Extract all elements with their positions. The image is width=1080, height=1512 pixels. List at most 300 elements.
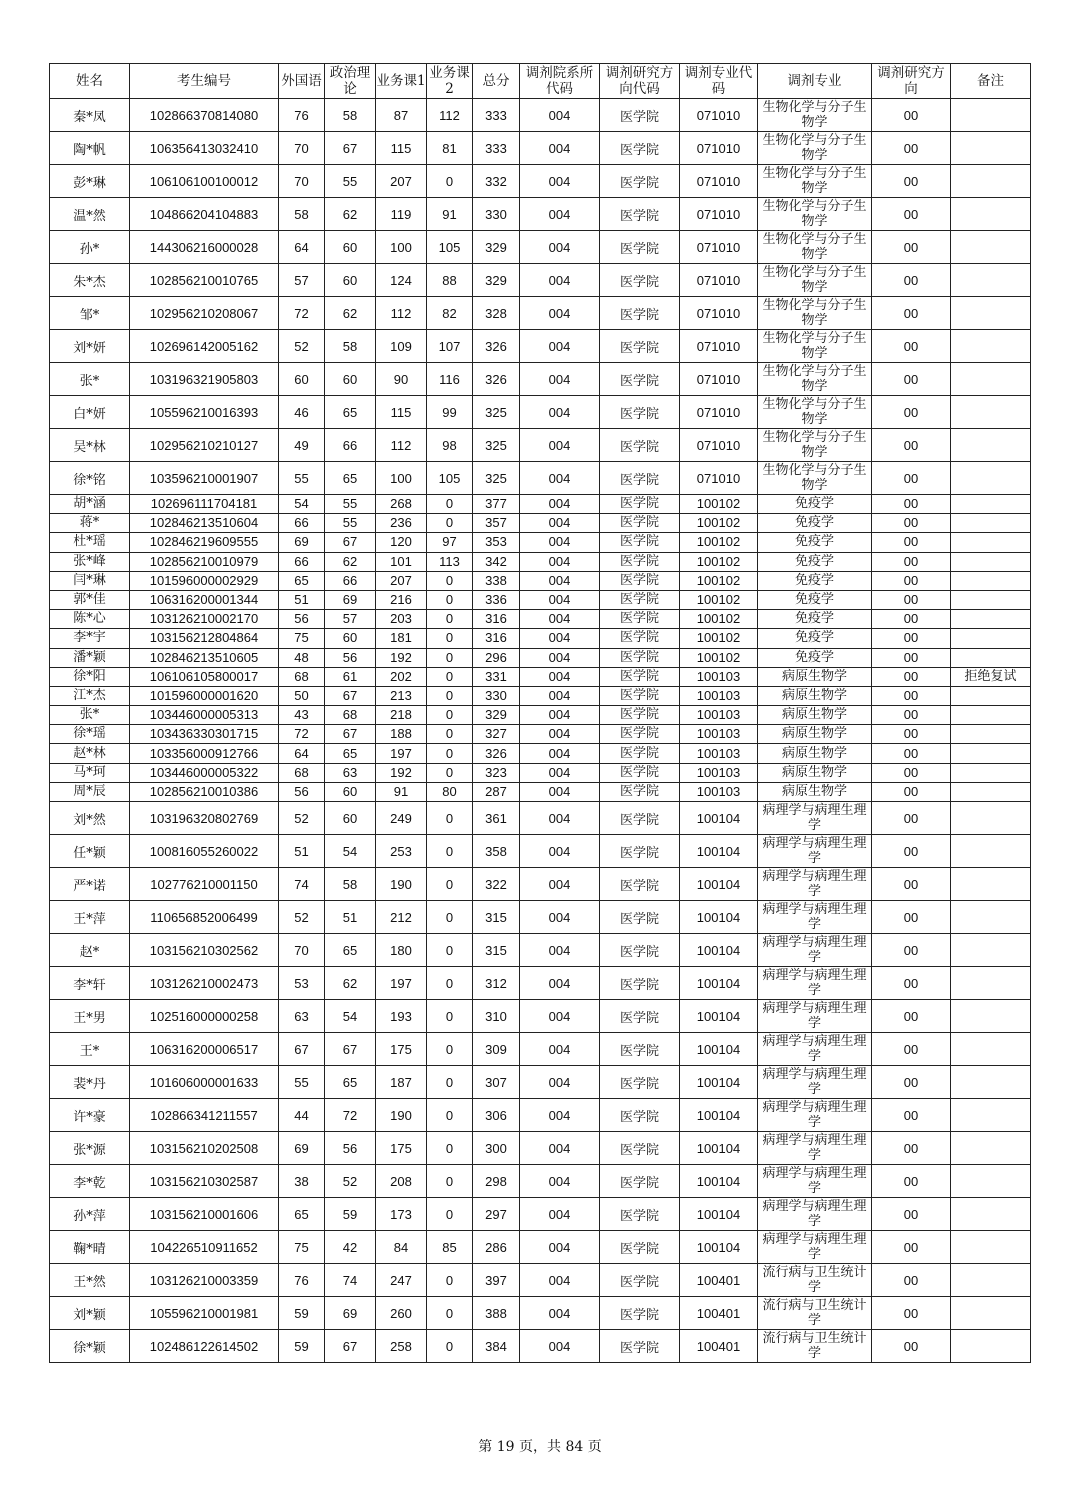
cell-politics: 55: [325, 495, 376, 514]
cell-politics: 55: [325, 514, 376, 533]
cell-subject2: 105: [427, 462, 473, 495]
cell-subject1: 249: [376, 802, 427, 835]
cell-subject1: 124: [376, 264, 427, 297]
cell-direction: 00: [872, 648, 951, 667]
cell-subject1: 197: [376, 967, 427, 1000]
cell-direction-code: 医学院: [600, 590, 680, 609]
cell-major-code: 100401: [680, 1297, 758, 1330]
cell-total: 325: [473, 396, 520, 429]
table-row: [50, 1330, 1031, 1363]
cell-subject1: 100: [376, 231, 427, 264]
cell-major-code: 100104: [680, 1000, 758, 1033]
cell-subject1: 112: [376, 429, 427, 462]
cell-major-code: 100401: [680, 1330, 758, 1363]
cell-politics: 57: [325, 610, 376, 629]
cell-foreign-language: 57: [279, 264, 325, 297]
cell-candidate-id: 110656852006499: [130, 901, 279, 934]
cell-major: 病原生物学: [758, 744, 872, 763]
cell-candidate-id: 103156210302562: [130, 934, 279, 967]
cell-remarks: [951, 1330, 1031, 1363]
table-row: [50, 552, 1031, 571]
cell-politics: 61: [325, 667, 376, 686]
cell-direction-code: 医学院: [600, 1033, 680, 1066]
cell-subject2: 0: [427, 1066, 473, 1099]
table-row: [50, 363, 1031, 396]
cell-subject1: 212: [376, 901, 427, 934]
cell-dept-code: 004: [520, 802, 600, 835]
cell-major-code: 100102: [680, 533, 758, 552]
cell-remarks: [951, 1066, 1031, 1099]
cell-major: 生物化学与分子生物学: [758, 330, 872, 363]
cell-politics: 60: [325, 802, 376, 835]
cell-major: 流行病与卫生统计学: [758, 1264, 872, 1297]
header-subject1: 业务课1: [376, 64, 427, 99]
cell-subject2: 0: [427, 967, 473, 1000]
cell-subject1: 207: [376, 571, 427, 590]
cell-remarks: [951, 835, 1031, 868]
cell-name: 彭*琳: [50, 165, 130, 198]
cell-politics: 52: [325, 1165, 376, 1198]
table-row: [50, 396, 1031, 429]
cell-direction: 00: [872, 667, 951, 686]
table-row: [50, 967, 1031, 1000]
cell-name: 徐*瑶: [50, 725, 130, 744]
cell-dept-code: 004: [520, 686, 600, 705]
cell-remarks: [951, 363, 1031, 396]
cell-subject1: 192: [376, 763, 427, 782]
cell-foreign-language: 52: [279, 901, 325, 934]
cell-total: 309: [473, 1033, 520, 1066]
cell-subject2: 91: [427, 198, 473, 231]
cell-name: 孙*萍: [50, 1198, 130, 1231]
cell-remarks: [951, 901, 1031, 934]
cell-direction: 00: [872, 297, 951, 330]
cell-major-code: 100401: [680, 1264, 758, 1297]
cell-major: 免疫学: [758, 571, 872, 590]
cell-direction: 00: [872, 802, 951, 835]
cell-politics: 58: [325, 868, 376, 901]
cell-politics: 55: [325, 165, 376, 198]
cell-name: 裴*丹: [50, 1066, 130, 1099]
cell-remarks: [951, 165, 1031, 198]
cell-politics: 68: [325, 706, 376, 725]
cell-dept-code: 004: [520, 667, 600, 686]
table-row: [50, 571, 1031, 590]
cell-subject1: 91: [376, 782, 427, 801]
cell-subject1: 268: [376, 495, 427, 514]
cell-dept-code: 004: [520, 835, 600, 868]
cell-foreign-language: 74: [279, 868, 325, 901]
cell-name: 徐*铭: [50, 462, 130, 495]
cell-politics: 62: [325, 198, 376, 231]
cell-name: 王*: [50, 1033, 130, 1066]
cell-name: 李*轩: [50, 967, 130, 1000]
cell-remarks: 拒绝复试: [951, 667, 1031, 686]
cell-foreign-language: 70: [279, 934, 325, 967]
cell-name: 张*: [50, 363, 130, 396]
cell-foreign-language: 63: [279, 1000, 325, 1033]
table-row: [50, 648, 1031, 667]
cell-politics: 58: [325, 99, 376, 132]
cell-major-code: 100104: [680, 1165, 758, 1198]
cell-candidate-id: 144306216000028: [130, 231, 279, 264]
header-candidate-id: 考生编号: [130, 64, 279, 99]
cell-major-code: 071010: [680, 429, 758, 462]
cell-major-code: 100104: [680, 967, 758, 1000]
cell-major-code: 100103: [680, 763, 758, 782]
cell-foreign-language: 43: [279, 706, 325, 725]
cell-candidate-id: 103446000005313: [130, 706, 279, 725]
cell-major: 病理学与病理生理学: [758, 967, 872, 1000]
cell-candidate-id: 103156210202508: [130, 1132, 279, 1165]
table-row: [50, 514, 1031, 533]
cell-major-code: 100103: [680, 706, 758, 725]
cell-major-code: 100102: [680, 552, 758, 571]
cell-name: 朱*杰: [50, 264, 130, 297]
cell-direction: 00: [872, 1165, 951, 1198]
cell-remarks: [951, 1264, 1031, 1297]
cell-direction-code: 医学院: [600, 552, 680, 571]
cell-foreign-language: 44: [279, 1099, 325, 1132]
cell-major: 生物化学与分子生物学: [758, 429, 872, 462]
cell-total: 357: [473, 514, 520, 533]
cell-direction-code: 医学院: [600, 396, 680, 429]
cell-name: 张*源: [50, 1132, 130, 1165]
cell-dept-code: 004: [520, 763, 600, 782]
cell-direction: 00: [872, 1297, 951, 1330]
cell-direction: 00: [872, 99, 951, 132]
cell-candidate-id: 102856210010765: [130, 264, 279, 297]
cell-direction-code: 医学院: [600, 1066, 680, 1099]
cell-subject2: 0: [427, 648, 473, 667]
cell-dept-code: 004: [520, 264, 600, 297]
cell-candidate-id: 102956210210127: [130, 429, 279, 462]
cell-name: 任*颖: [50, 835, 130, 868]
cell-major-code: 071010: [680, 363, 758, 396]
cell-remarks: [951, 934, 1031, 967]
cell-direction-code: 医学院: [600, 725, 680, 744]
cell-subject1: 258: [376, 1330, 427, 1363]
cell-name: 李*宇: [50, 629, 130, 648]
cell-subject2: 98: [427, 429, 473, 462]
cell-direction: 00: [872, 571, 951, 590]
cell-major: 生物化学与分子生物学: [758, 231, 872, 264]
cell-remarks: [951, 744, 1031, 763]
cell-major-code: 100102: [680, 514, 758, 533]
cell-major: 病原生物学: [758, 725, 872, 744]
cell-subject2: 0: [427, 1132, 473, 1165]
cell-direction: 00: [872, 363, 951, 396]
cell-politics: 56: [325, 648, 376, 667]
cell-total: 325: [473, 462, 520, 495]
cell-dept-code: 004: [520, 1000, 600, 1033]
cell-major: 病理学与病理生理学: [758, 868, 872, 901]
table-row: [50, 1264, 1031, 1297]
cell-direction-code: 医学院: [600, 835, 680, 868]
cell-total: 333: [473, 132, 520, 165]
cell-total: 322: [473, 868, 520, 901]
cell-direction: 00: [872, 744, 951, 763]
cell-major-code: 100103: [680, 782, 758, 801]
cell-total: 331: [473, 667, 520, 686]
cell-direction-code: 医学院: [600, 330, 680, 363]
cell-name: 闫*琳: [50, 571, 130, 590]
cell-direction-code: 医学院: [600, 1165, 680, 1198]
cell-total: 306: [473, 1099, 520, 1132]
cell-major-code: 100104: [680, 1231, 758, 1264]
cell-subject2: 105: [427, 231, 473, 264]
cell-direction-code: 医学院: [600, 629, 680, 648]
cell-foreign-language: 50: [279, 686, 325, 705]
cell-subject2: 0: [427, 1000, 473, 1033]
cell-direction-code: 医学院: [600, 763, 680, 782]
cell-direction: 00: [872, 495, 951, 514]
cell-direction-code: 医学院: [600, 198, 680, 231]
cell-total: 287: [473, 782, 520, 801]
cell-major: 病原生物学: [758, 782, 872, 801]
cell-direction-code: 医学院: [600, 1297, 680, 1330]
cell-politics: 67: [325, 1033, 376, 1066]
header-name: 姓名: [50, 64, 130, 99]
cell-remarks: [951, 99, 1031, 132]
cell-name: 秦*凤: [50, 99, 130, 132]
cell-total: 316: [473, 610, 520, 629]
cell-politics: 69: [325, 1297, 376, 1330]
cell-major-code: 100103: [680, 686, 758, 705]
table-row: [50, 132, 1031, 165]
cell-subject1: 216: [376, 590, 427, 609]
cell-dept-code: 004: [520, 571, 600, 590]
cell-dept-code: 004: [520, 725, 600, 744]
cell-dept-code: 004: [520, 1165, 600, 1198]
cell-direction-code: 医学院: [600, 99, 680, 132]
cell-direction-code: 医学院: [600, 782, 680, 801]
cell-name: 孙*: [50, 231, 130, 264]
cell-major: 生物化学与分子生物学: [758, 99, 872, 132]
table-header-row: [50, 64, 1031, 99]
cell-remarks: [951, 552, 1031, 571]
cell-subject2: 0: [427, 610, 473, 629]
cell-total: 388: [473, 1297, 520, 1330]
cell-subject2: 0: [427, 629, 473, 648]
table-row: [50, 1231, 1031, 1264]
cell-subject1: 190: [376, 1099, 427, 1132]
cell-name: 严*诺: [50, 868, 130, 901]
cell-major-code: 100104: [680, 835, 758, 868]
cell-direction: 00: [872, 763, 951, 782]
cell-major-code: 100104: [680, 1066, 758, 1099]
cell-remarks: [951, 868, 1031, 901]
cell-name: 王*男: [50, 1000, 130, 1033]
cell-politics: 65: [325, 744, 376, 763]
cell-remarks: [951, 198, 1031, 231]
cell-major-code: 100102: [680, 495, 758, 514]
cell-foreign-language: 46: [279, 396, 325, 429]
table-row: [50, 462, 1031, 495]
cell-foreign-language: 67: [279, 1033, 325, 1066]
cell-remarks: [951, 495, 1031, 514]
cell-subject2: 99: [427, 396, 473, 429]
cell-politics: 62: [325, 297, 376, 330]
cell-candidate-id: 102846213510604: [130, 514, 279, 533]
cell-politics: 60: [325, 363, 376, 396]
cell-remarks: [951, 706, 1031, 725]
cell-subject2: 0: [427, 706, 473, 725]
cell-politics: 58: [325, 330, 376, 363]
table-row: [50, 198, 1031, 231]
cell-name: 江*杰: [50, 686, 130, 705]
cell-major-code: 100103: [680, 725, 758, 744]
cell-candidate-id: 101596000001620: [130, 686, 279, 705]
cell-foreign-language: 68: [279, 667, 325, 686]
cell-remarks: [951, 782, 1031, 801]
cell-name: 王*然: [50, 1264, 130, 1297]
table-row: [50, 264, 1031, 297]
cell-direction: 00: [872, 967, 951, 1000]
cell-total: 384: [473, 1330, 520, 1363]
cell-remarks: [951, 648, 1031, 667]
table-row: [50, 686, 1031, 705]
cell-major: 生物化学与分子生物学: [758, 264, 872, 297]
cell-major: 病理学与病理生理学: [758, 1231, 872, 1264]
cell-remarks: [951, 396, 1031, 429]
cell-politics: 65: [325, 462, 376, 495]
cell-name: 吴*林: [50, 429, 130, 462]
cell-total: 333: [473, 99, 520, 132]
cell-major: 免疫学: [758, 629, 872, 648]
cell-major: 免疫学: [758, 495, 872, 514]
cell-dept-code: 004: [520, 552, 600, 571]
header-remarks: 备注: [951, 64, 1031, 99]
cell-candidate-id: 100816055260022: [130, 835, 279, 868]
cell-name: 温*然: [50, 198, 130, 231]
table-row: [50, 1297, 1031, 1330]
cell-direction: 00: [872, 610, 951, 629]
cell-politics: 69: [325, 590, 376, 609]
cell-remarks: [951, 1033, 1031, 1066]
cell-candidate-id: 103356000912766: [130, 744, 279, 763]
cell-subject1: 115: [376, 132, 427, 165]
cell-dept-code: 004: [520, 1132, 600, 1165]
cell-name: 邹*: [50, 297, 130, 330]
cell-direction-code: 医学院: [600, 901, 680, 934]
cell-remarks: [951, 533, 1031, 552]
cell-direction-code: 医学院: [600, 1132, 680, 1165]
cell-candidate-id: 102516000000258: [130, 1000, 279, 1033]
cell-name: 刘*然: [50, 802, 130, 835]
cell-candidate-id: 106106105800017: [130, 667, 279, 686]
cell-total: 329: [473, 264, 520, 297]
cell-total: 330: [473, 198, 520, 231]
cell-foreign-language: 48: [279, 648, 325, 667]
cell-politics: 66: [325, 429, 376, 462]
cell-name: 杜*瑶: [50, 533, 130, 552]
cell-direction: 00: [872, 1264, 951, 1297]
cell-major: 病理学与病理生理学: [758, 802, 872, 835]
cell-name: 马*珂: [50, 763, 130, 782]
cell-candidate-id: 106316200001344: [130, 590, 279, 609]
cell-direction-code: 医学院: [600, 165, 680, 198]
cell-direction-code: 医学院: [600, 967, 680, 1000]
cell-dept-code: 004: [520, 706, 600, 725]
cell-direction-code: 医学院: [600, 686, 680, 705]
cell-subject1: 218: [376, 706, 427, 725]
cell-candidate-id: 103446000005322: [130, 763, 279, 782]
cell-candidate-id: 106106100100012: [130, 165, 279, 198]
cell-candidate-id: 103196321905803: [130, 363, 279, 396]
cell-direction: 00: [872, 264, 951, 297]
cell-total: 327: [473, 725, 520, 744]
cell-major-code: 100104: [680, 934, 758, 967]
cell-candidate-id: 102856210010386: [130, 782, 279, 801]
cell-major-code: 100104: [680, 1132, 758, 1165]
cell-name: 周*辰: [50, 782, 130, 801]
cell-foreign-language: 66: [279, 514, 325, 533]
cell-dept-code: 004: [520, 99, 600, 132]
cell-politics: 60: [325, 264, 376, 297]
cell-direction: 00: [872, 835, 951, 868]
cell-politics: 60: [325, 782, 376, 801]
cell-name: 王*萍: [50, 901, 130, 934]
cell-subject2: 0: [427, 686, 473, 705]
cell-remarks: [951, 132, 1031, 165]
table-row: [50, 1132, 1031, 1165]
cell-major: 免疫学: [758, 648, 872, 667]
cell-subject1: 180: [376, 934, 427, 967]
cell-politics: 65: [325, 396, 376, 429]
cell-total: 316: [473, 629, 520, 648]
cell-politics: 54: [325, 835, 376, 868]
table-row: [50, 835, 1031, 868]
cell-total: 312: [473, 967, 520, 1000]
cell-remarks: [951, 514, 1031, 533]
cell-dept-code: 004: [520, 868, 600, 901]
cell-subject1: 260: [376, 1297, 427, 1330]
header-politics: 政治理论: [325, 64, 376, 99]
cell-direction-code: 医学院: [600, 1264, 680, 1297]
cell-remarks: [951, 462, 1031, 495]
cell-candidate-id: 103126210003359: [130, 1264, 279, 1297]
cell-major: 病原生物学: [758, 686, 872, 705]
table-row: [50, 1066, 1031, 1099]
cell-direction-code: 医学院: [600, 802, 680, 835]
table-row: [50, 610, 1031, 629]
cell-name: 潘*颖: [50, 648, 130, 667]
cell-direction: 00: [872, 901, 951, 934]
cell-candidate-id: 102856210010979: [130, 552, 279, 571]
cell-total: 326: [473, 363, 520, 396]
header-major-code: 调剂专业代码: [680, 64, 758, 99]
cell-major: 生物化学与分子生物学: [758, 132, 872, 165]
table-row: [50, 590, 1031, 609]
cell-candidate-id: 102846219609555: [130, 533, 279, 552]
cell-foreign-language: 64: [279, 744, 325, 763]
cell-foreign-language: 52: [279, 330, 325, 363]
cell-direction-code: 医学院: [600, 744, 680, 763]
cell-subject2: 0: [427, 1198, 473, 1231]
cell-direction: 00: [872, 1330, 951, 1363]
cell-dept-code: 004: [520, 330, 600, 363]
cell-direction: 00: [872, 429, 951, 462]
cell-total: 323: [473, 763, 520, 782]
cell-politics: 74: [325, 1264, 376, 1297]
cell-subject2: 0: [427, 495, 473, 514]
cell-subject2: 113: [427, 552, 473, 571]
cell-politics: 51: [325, 901, 376, 934]
cell-direction: 00: [872, 165, 951, 198]
cell-remarks: [951, 686, 1031, 705]
cell-remarks: [951, 264, 1031, 297]
